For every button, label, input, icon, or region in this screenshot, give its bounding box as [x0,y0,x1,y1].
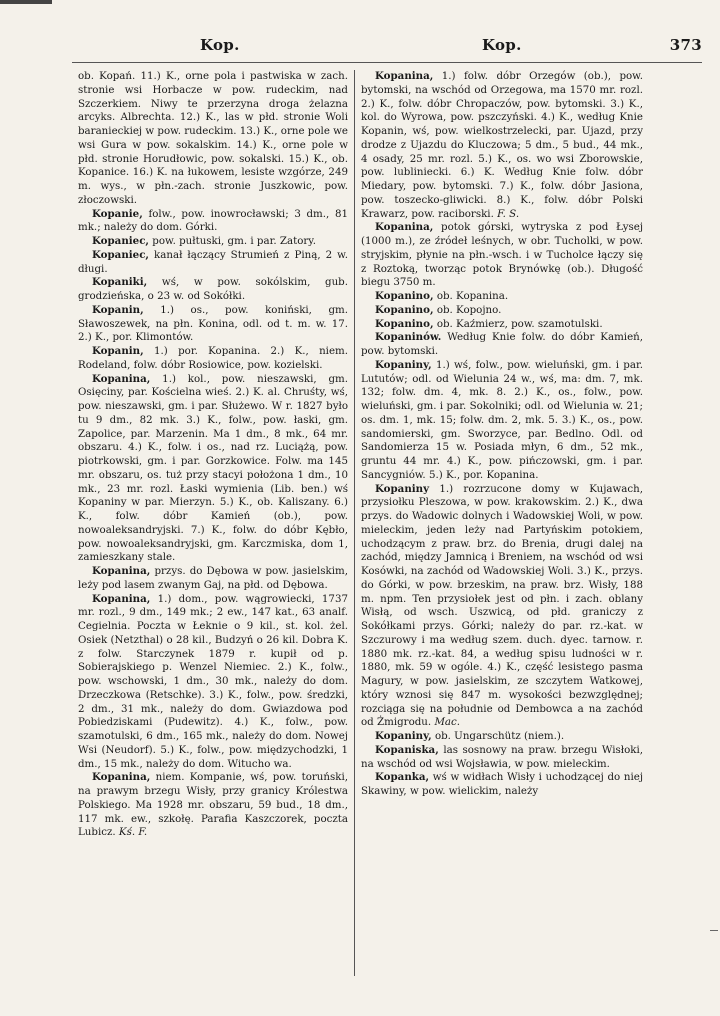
dictionary-entry [361,70,643,221]
dictionary-entry [78,771,348,840]
header-rule [72,62,702,63]
entry-headword: Kopanino, [375,290,434,302]
entry-text: ob. Kopań. 11.) K., orne pola i pastwiska w zach. stronie wsi Horbacze w pow. rudeckim, nad Szczerkiem. Niwy te przerzyna droga żelazna arcyks. Albrechta. 12.) K., las w płd. stronie Woli baranieckiej w pow. rudeckim. 13.) K., orne pole we wsi Gura w pow. sokalskim. 14.) K., orne pole w płd. stronie Horudłowic, pow. sokalski. 15.) K., ob. Kopanice. 16.) K. na łukowem, lesiste wzgórze, 249 m. wys., w płn.-zach. stronie Juszkowic, pow. złoczowski. [78,70,348,206]
entry-text: 1.) wś, folw., pow. wieluński, gm. i par. Lututów; odl. od Wielunia 24 w., wś, ma: dm. 7, mk. 132; folw. dm. 4, mk. 8. 2.) K., os., folw., pow. wieluński, gm. i par. Sokolniki; odl. od Wielunia w. 21; os. dm. 1, mk. 15; folw. dm. 2, mk. 5. 3.) K., os., pow. sandomierski, gm. Sworzyce, par. Bedlno. Odl. od Sandomierza 15 w. Posiada młyn, 6 dm., 52 mk., gruntu 44 mr. 4.) K., pow. pińczowski, gm. i par. Sancygniów. 5.) K., por. Kopanina. [361,358,643,481]
entry-headword: Kopanino, [375,317,434,330]
entry-headword: Kopaniec, [92,235,150,247]
entry-text: kanał łączący Strumień z Piną, 2 w. długi. [78,248,348,275]
entry-text: 1.) os., pow. koniński, gm. Sławoszewek, na płn. Konina, odl. od t. m. w. 17. 2.) K., por. Klimontów. [78,303,348,344]
dictionary-entry [78,276,348,304]
entry-signature: Mac. [434,716,461,729]
entry-text: przys. do Dębowa w pow. jasielskim, leży pod lasem zwanym Gaj, na płd. od Dębowa. [78,565,348,591]
entry-signature: F. S. [497,207,520,220]
dictionary-entry [78,235,348,249]
entry-text: 1.) por. Kopanina. 2.) K., niem. Rodeland, folw. dóbr Rosiowice, pow. kozielski. [78,345,348,371]
dictionary-entry [78,70,348,208]
dictionary-entry [78,304,348,345]
entry-text: niem. Kompanie, wś, pow. toruński, na prawym brzegu Wisły, przy granicy Królestwa Polskiego. Ma 1928 mr. obszaru, 59 bud., 18 dm., 117 mk. ew., szkołę. Parafia Kaszczorek, poczta Lubicz. [78,771,348,839]
dictionary-entry [361,730,643,744]
entry-headword: Kopanina, [92,565,151,577]
entry-headword: Kopanina, [92,592,151,605]
entry-text: 1.) kol., pow. nieszawski, gm. Osięciny, par. Kościelna wieś. 2.) K. al. Chruśty, wś, pow. nieszawski, gm. i par. Służewo. W r. 1827 było tu 9 dm., 82 mk. 3.) K., folw., pow. łaski, gm. Zapolice, par. Marzenin. Ma 1 dm., 8 mk., 64 mr. obszaru. 4.) K., folw. i os., nad rz. Luciążą, pow. piotrkowski, gm. i par. Gorzkowice. Folw. ma 145 mr. obszaru, os. tuż przy stacyi położona 1 dm., 10 mk., 23 mr. rozl. Łaski wymienia (Lib. ben.) wś Kopaniny w par. Mierzyn. 5.) K., ob. Kaliszany. 6.) K., folw. dóbr Kamień (ob.), pow. nowoaleksandryjski. 7.) K., folw. do dóbr Kębło, pow. nowoaleksandryjski, gm. Karczmiska, dom 1, zamieszkany stale. [78,372,348,564]
entry-text: wś w widłach Wisły i uchodzącej do niej Skawiny, w pow. wielickim, należy [361,771,643,797]
column-divider [354,70,355,976]
entry-headword: Kopanina, [375,221,434,234]
entry-headword: Kopanina, [92,372,151,385]
dictionary-entry [361,290,643,304]
dictionary-entry [361,771,643,799]
entry-text: wś, w pow. sokólskim, gub. grodzieńska, o 23 w. od Sokółki. [78,276,348,302]
entry-text: ob. Kopanina. [436,290,509,302]
dictionary-entry [78,593,348,772]
entry-text: potok górski, wytryska z pod Łysej (1000 m.), ze źródeł leśnych, w obr. Tucholki, w pow. stryjskim, płynie na płn.-wsch. i w Tucholce łączy się z Roztoką, tworząc potok Brynówkę (ob.). Długość biegu 3750 m. [361,221,643,289]
entry-text: 1.) dom., pow. wągrowiecki, 1737 mr. rozl., 9 dm., 149 mk.; 2 ew., 147 kat., 63 analf. Cegielnia. Poczta w Łeknie o 9 kil., st. kol. żel. Osiek (Netzthal) o 28 kil., Budzyń o 26 kil. Dobra K. z folw. Starczynek 1879 r. kupił od p. Sobierajskiego p. Wenzel Niemiec. 2.) K., folw., pow. wschowski, 1 dm., 30 mk., należy do dom. Drzeczkowa (Retschke). 3.) K., folw., pow. średzki, 2 dm., 31 mk., należy do dom. Gwiazdowa pod Pobiedziskami (Pudewitz). 4.) K., folw., pow. szamotulski, 6 dm., 165 mk., należy do dom. Nowej Wsi (Neudorf). 5.) K., folw., pow. międzychodzki, 1 dm., 15 mk., należy do dom. Witucho wa. [78,592,348,770]
dictionary-entry [361,304,643,318]
entry-signature: Kś. F. [118,826,148,839]
dictionary-entry [361,744,643,772]
entry-headword: Kopaniec, [92,248,150,261]
dictionary-entry [78,249,348,277]
entry-text: 1.) folw. dóbr Orzegów (ob.), pow. bytomski, na wschód od Orzegowa, ma 1570 mr. rozl. 2.) K., folw. dóbr Chropaczów, pow. bytomski. 3.) K., kol. do Wyrowa, pow. pszczyński. 4.) K., według Knie Kopanin, wś, pow. wielkostrzelecki, par. Ujazd, przy drodze z Ujazdu do Kluczowa; 5 dm., 5 bud., 44 mk., 4 osady, 25 mr. rozl. 5.) K., os. wo wsi Zborowskie, pow. lubliniecki. 6.) K. Według Knie folw. dóbr Miedary, pow. bytomski. 7.) K., folw. dóbr Jasiona, pow. toszecko-gliwicki. 8.) K., folw. dóbr Polski Krawarz, pow. raciborski. [361,70,643,220]
entry-headword: Kopanin, [92,303,144,316]
entry-headword: Kopaniki, [92,276,148,289]
entry-headword: Kopaniny, [375,730,432,742]
entry-headword: Kopanie, [92,207,143,220]
dictionary-entry [78,208,348,236]
dictionary-entry [361,359,643,483]
entry-headword: Kopanin, [92,345,144,357]
entry-text: ob. Kopojno. [436,303,502,316]
entry-headword: Kopaniny, [375,358,432,371]
entry-headword: Kopaniny [375,482,430,495]
running-head-left: Kop. [200,36,240,54]
entry-text: las sosnowy na praw. brzegu Wisłoki, na wschód od wsi Wojsławia, w pow. mieleckim. [361,743,643,770]
dictionary-entry [78,345,348,373]
entry-headword: Kopaniska, [375,743,439,756]
entry-text: ob. Kaźmierz, pow. szamotulski. [436,317,603,330]
left-column [78,70,348,1004]
dictionary-entry [361,221,643,290]
entry-text: ob. Ungarschütz (niem.). [434,730,565,742]
dictionary-entry [361,318,643,332]
entry-headword: Kopaninów. [375,331,442,344]
entry-headword: Kopanino, [375,303,434,316]
dictionary-entry [78,373,348,566]
entry-headword: Kopanka, [375,771,430,784]
entry-text: Według Knie folw. do dóbr Kamień, pow. bytomski. [361,331,643,357]
right-column [361,70,643,1004]
dictionary-entry [361,483,643,731]
page-number: 373 [669,36,702,54]
entry-headword: Kopanina, [92,771,151,784]
entry-headword: Kopanina, [375,70,434,82]
scan-corner-mark [0,0,52,4]
entry-text: 1.) rozrzucone domy w Kujawach, przysiołku Pleszowa, w pow. krakowskim. 2.) K., dwa przys. do Wadowic dolnych i Wadowskiej Woli, w pow. mieleckim, jeden leży nad Partyńskim potokiem, uchodzącym z praw. brz. do Brenia, drugi dalej na zachód, między Jamnicą i Breniem, na wschód od wsi Kosówki, na zachód od Wadowskiej Woli. 3.) K., przys. do Górki, w pow. brzeskim, na praw. brz. Wisły, 188 m. npm. Ten przysiołek jest od płn. i zach. oblany Wisłą, od wsch. Uszwicą, od płd. graniczy z Sokółkami przys. Górki; należy do par. rz.-kat. w Szczurowy i ma według szem. duch. dyec. tarnow. r. 1880 mk. rz.-kat. 84, a według spisu ludności w r. 1880, mk. 59 w ogóle. 4.) K., część lesistego pasma Magury, w pow. jasielskim, ze szczytem Watkowej, który wznosi się 847 m. wysokości bezwzględnej; rozciąga się na południe od Dembowca a na zachód od Żmigrodu. [361,482,643,729]
dictionary-entry [361,331,643,359]
dictionary-entry [78,565,348,593]
scan-edge-mark [710,930,718,937]
entry-text: folw., pow. inowrocławski; 3 dm., 81 mk.; należy do dom. Górki. [78,207,348,234]
entry-text: pow. pułtuski, gm. i par. Zatory. [152,235,316,247]
running-head-right: Kop. [482,36,522,54]
